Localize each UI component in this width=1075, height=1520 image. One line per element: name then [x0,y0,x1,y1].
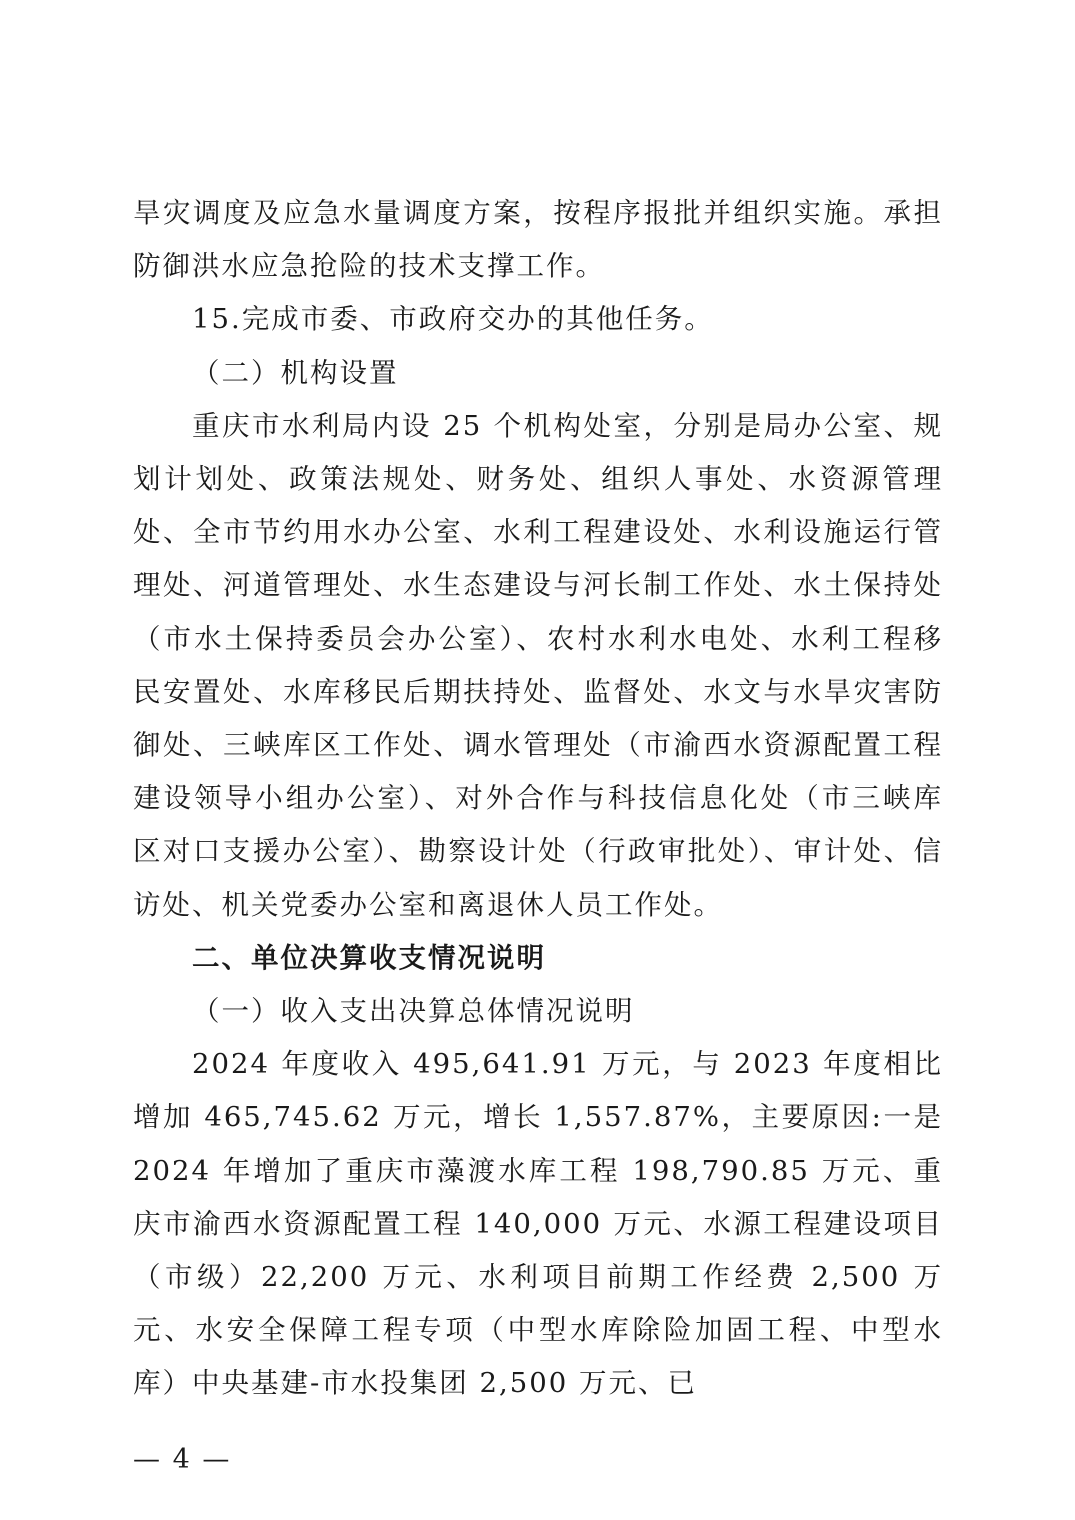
paragraph-drought-dispatch: 旱灾调度及应急水量调度方案，按程序报批并组织实施。承担防御洪水应急抢险的技术支撑工作。 [133,197,943,283]
subheading-income-expenditure: （一）收入支出决算总体情况说明 [192,995,635,1028]
page-number: — 4 — [133,1444,232,1475]
section-heading-budget: 二、单位决算收支情况说明 [192,941,546,974]
paragraph-organization: 重庆市水利局内设 25 个机构处室，分别是局办公室、规划计划处、政策法规处、财务处、组织人事处、水资源管理处、全市节约用水办公室、水利工程建设处、水利设施运行管理处、河道管理处、水生态建设与河长制工作处、水土保持处（市水土保持委员会办公室）、农村水利水电处、水利工程移民安置处、水库移民后期扶持处、监督处、水文与水旱灾害防御处、三峡库区工作处、调水管理处（市渝西水资源配置工程建设领导小组办公室）、对外合作与科技信息化处（市三峡库区对口支援办公室）、勘察设计处（行政审批处）、审计处、信访处、机关党委办公室和离退休人员工作处。 [133,409,943,921]
document-body [133,187,943,1411]
paragraph-item-15: 15.完成市委、市政府交办的其他任务。 [192,303,714,336]
paragraph-income: 2024 年度收入 495,641.91 万元，与 2023 年度相比增加 465,745.62 万元，增长 1,557.87%，主要原因:一是 2024 年增加了重庆市藻渡水库工程 198,790.85 万元、重庆市渝西水资源配置工程 140,000 万元、水源工程建设项目（市级）22,200 万元、水利项目前期工作经费 2,500 万元、水安全保障工程专项（中型水库除险加固工程、中型水库）中央基建-市水投集团 2,500 万元、已 [133,1048,943,1400]
subheading-organization: （二）机构设置 [192,356,399,389]
